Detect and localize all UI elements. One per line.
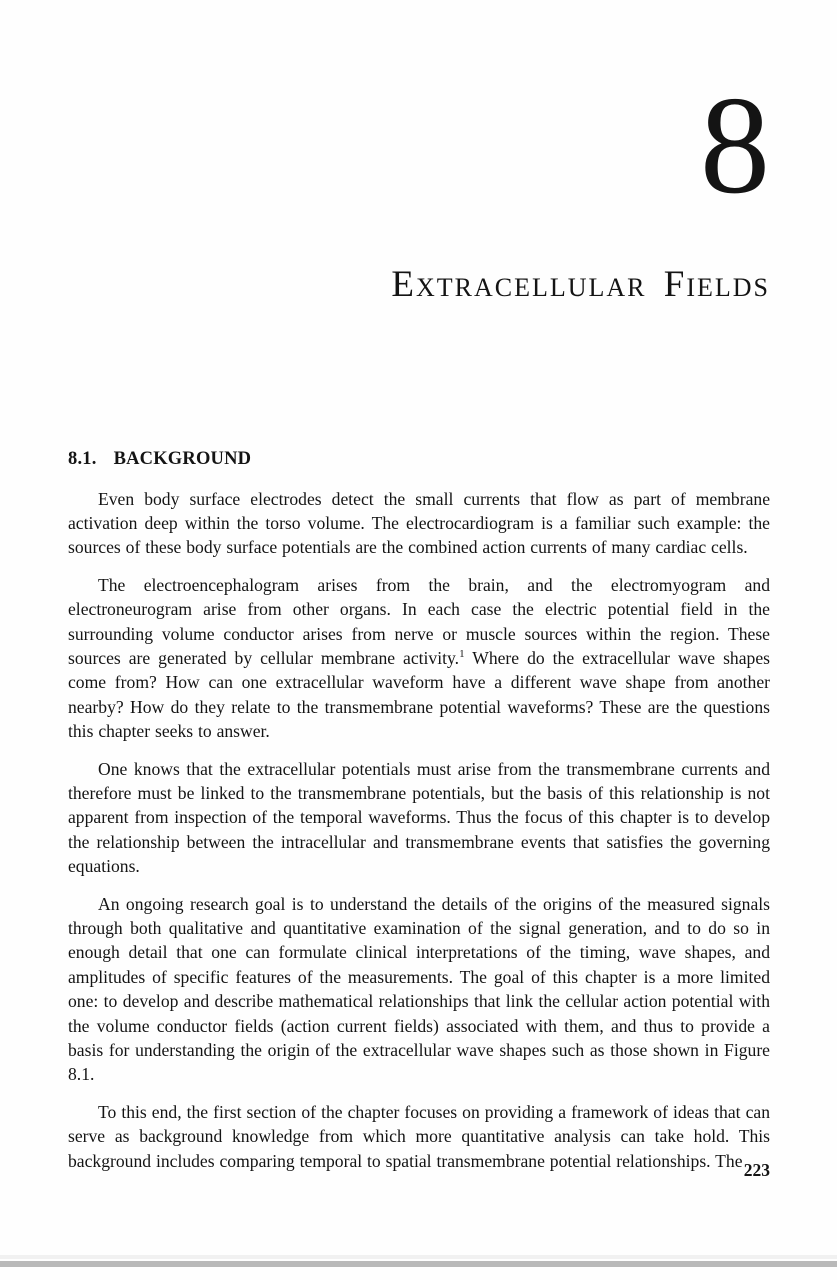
body-paragraphs bbox=[68, 487, 770, 1174]
section-number: 8.1. bbox=[68, 448, 97, 469]
paragraph bbox=[68, 487, 770, 560]
footnote-marker: 1 bbox=[459, 648, 465, 661]
paragraph-text: The electroencephalogram arises from the brain, and the electromyogram and electroneurogram arise from other organs. In each case the electric potential field in the surrounding volume conductor arises from nerve or muscle sources within the region. These sources are generated by cellular membrane activity. bbox=[68, 574, 770, 668]
paragraph bbox=[68, 1100, 770, 1173]
paragraph bbox=[68, 573, 770, 744]
page-bottom-edge bbox=[0, 1261, 837, 1267]
page-content bbox=[68, 0, 770, 1186]
paragraph-text: Where do the extracellular wave shapes come from? How can one extracellular waveform have a different wave shape from another nearby? How do they relate to the transmembrane potential waveforms? These are the questions this chapter seeks to answer. bbox=[68, 647, 770, 742]
paragraph-text: Even body surface electrodes detect the small currents that flow as part of membrane activation deep within the torso volume. The electrocardiogram is a familiar such example: the sources of these body surface potentials are the combined action currents of many cardiac cells. bbox=[68, 488, 770, 558]
page-number: 223 bbox=[743, 1160, 770, 1180]
page-edge-highlight bbox=[0, 1255, 837, 1259]
paragraph bbox=[68, 892, 770, 1087]
paragraph-text: One knows that the extracellular potentials must arise from the transmembrane currents and therefore must be linked to the transmembrane potentials, but the basis of this relationship is not apparent from inspection of the temporal waveforms. Thus the focus of this chapter is to develop the relationship between the intracellular and transmembrane events that satisfies the governing equations. bbox=[68, 758, 770, 877]
section-heading bbox=[68, 449, 770, 470]
paragraph-text: To this end, the first section of the chapter focuses on providing a framework of ideas that can serve as background knowledge from which more quantitative analysis can take hold. This background includes comparing temporal to spatial transmembrane potential relationships. The bbox=[68, 1101, 770, 1171]
chapter-number: 8 bbox=[700, 68, 770, 223]
chapter-title: Extracellular Fields bbox=[391, 264, 770, 305]
paragraph-text: An ongoing research goal is to understand the details of the origins of the measured signals through both qualitative and quantitative examination of the signal generation, and to do so in enough detail that one can formulate clinical interpretations of the timing, wave shapes, and amplitudes of specific features of the measurements. The goal of this chapter is a more limited one: to develop and describe mathematical relationships that link the cellular action potential with the volume conductor fields (action current fields) associated with them, and thus to provide a basis for understanding the origin of the extracellular wave shapes such as those shown in Figure 8.1. bbox=[68, 893, 770, 1085]
paragraph bbox=[68, 757, 770, 879]
section-title: BACKGROUND bbox=[113, 448, 252, 469]
